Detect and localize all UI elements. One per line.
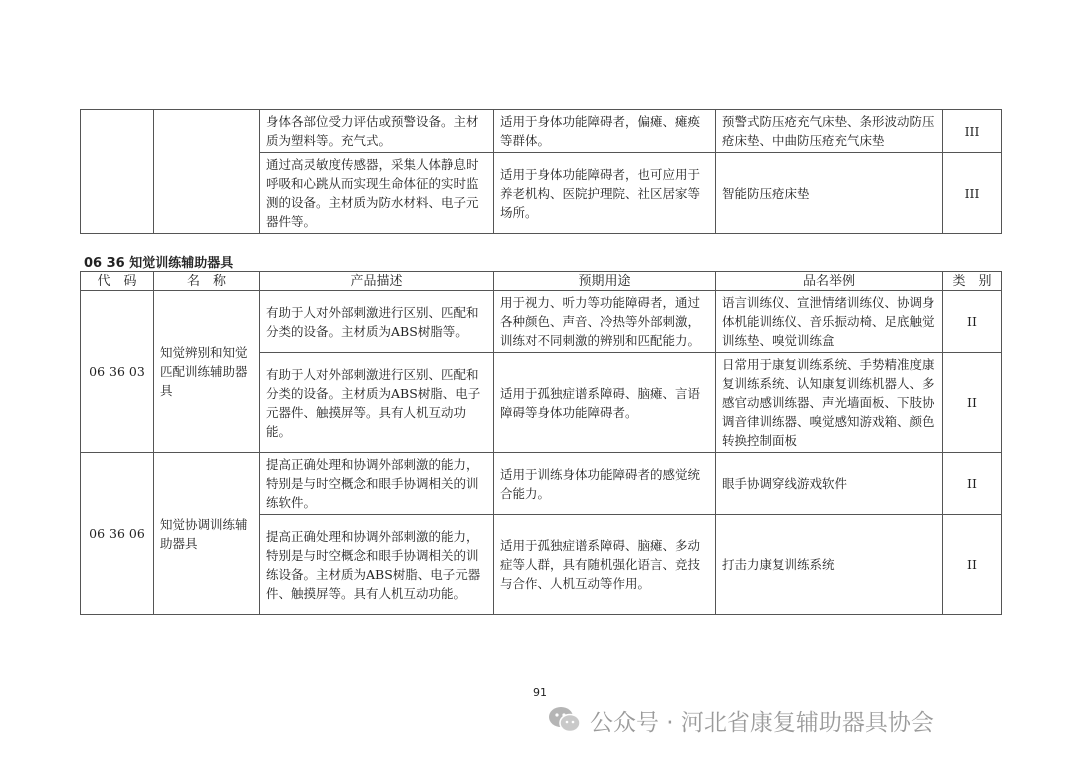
category-cell: III <box>943 153 1002 234</box>
name-cell <box>154 110 260 234</box>
table-header-row <box>81 272 1002 291</box>
usage-cell: 适用于训练身体功能障碍者的感觉统合能力。 <box>494 453 716 515</box>
examples-cell: 打击力康复训练系统 <box>716 515 943 615</box>
usage-cell: 适用于身体功能障碍者，偏瘫、瘫痪等群体。 <box>494 110 716 153</box>
examples-cell: 日常用于康复训练系统、手势精准度康复训练系统、认知康复训练机器人、多感官动感训练器、声光墙面板、下肢协调音律训练器、嗅觉感知游戏箱、颜色转换控制面板 <box>716 353 943 453</box>
usage-cell: 适用于孤独症谱系障碍、脑瘫、言语障碍等身体功能障碍者。 <box>494 353 716 453</box>
watermark-text: 公众号 · 河北省康复辅助器具协会 <box>590 709 934 736</box>
product-table <box>80 271 1002 615</box>
examples-cell: 眼手协调穿线游戏软件 <box>716 453 943 515</box>
examples-cell: 智能防压疮床垫 <box>716 153 943 234</box>
description-cell: 身体各部位受力评估或预警设备。主材质为塑料等。充气式。 <box>260 110 494 153</box>
code-cell <box>81 110 154 234</box>
category-cell: II <box>943 291 1002 353</box>
header-code: 代 码 <box>81 272 154 291</box>
description-cell: 有助于人对外部刺激进行区别、匹配和分类的设备。主材质为ABS树脂等。 <box>260 291 494 353</box>
code-cell: 06 36 03 <box>81 291 154 453</box>
table-row <box>81 110 1002 153</box>
category-cell: II <box>943 515 1002 615</box>
description-cell: 通过高灵敏度传感器，采集人体静息时呼吸和心跳从而实现生命体征的实时监测的设备。主材质为防水材料、电子元器件等。 <box>260 153 494 234</box>
category-cell: III <box>943 110 1002 153</box>
header-examples: 品名举例 <box>716 272 943 291</box>
examples-cell: 预警式防压疮充气床垫、条形波动防压疮床垫、中曲防压疮充气床垫 <box>716 110 943 153</box>
wechat-icon <box>548 705 582 735</box>
page-number: 91 <box>533 686 547 699</box>
section-title: 06 36 知觉训练辅助器具 <box>84 256 234 271</box>
header-name: 名 称 <box>154 272 260 291</box>
usage-cell: 适用于孤独症谱系障碍、脑瘫、多动症等人群，具有随机强化语言、竞技与合作、人机互动等作用。 <box>494 515 716 615</box>
usage-cell: 适用于身体功能障碍者，也可应用于养老机构、医院护理院、社区居家等场所。 <box>494 153 716 234</box>
header-usage: 预期用途 <box>494 272 716 291</box>
category-cell: II <box>943 453 1002 515</box>
category-cell: II <box>943 353 1002 453</box>
continuation-table <box>80 109 1002 234</box>
name-cell: 知觉协调训练辅助器具 <box>154 453 260 615</box>
examples-cell: 语言训练仪、宣泄情绪训练仪、协调身体机能训练仪、音乐振动椅、足底触觉训练垫、嗅觉训练盒 <box>716 291 943 353</box>
code-cell: 06 36 06 <box>81 453 154 615</box>
description-cell: 有助于人对外部刺激进行区别、匹配和分类的设备。主材质为ABS树脂、电子元器件、触摸屏等。具有人机互动功能。 <box>260 353 494 453</box>
table-row <box>81 291 1002 353</box>
name-cell: 知觉辨别和知觉匹配训练辅助器具 <box>154 291 260 453</box>
description-cell: 提高正确处理和协调外部刺激的能力，特别是与时空概念和眼手协调相关的训练软件。 <box>260 453 494 515</box>
description-cell: 提高正确处理和协调外部刺激的能力，特别是与时空概念和眼手协调相关的训练设备。主材质为ABS树脂、电子元器件、触摸屏等。具有人机互动功能。 <box>260 515 494 615</box>
header-description: 产品描述 <box>260 272 494 291</box>
usage-cell: 用于视力、听力等功能障碍者，通过各种颜色、声音、冷热等外部刺激，训练对不同刺激的辨别和匹配能力。 <box>494 291 716 353</box>
header-category: 类 别 <box>943 272 1002 291</box>
watermark <box>548 700 934 740</box>
table-row <box>81 453 1002 515</box>
